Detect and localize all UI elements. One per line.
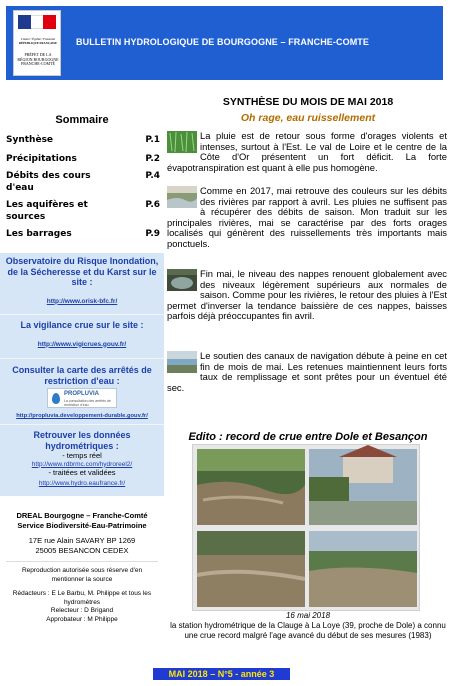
toc-item-page: P.9 [145, 229, 160, 239]
photo-date: 16 mai 2018 [285, 611, 331, 620]
paragraph-nappes [167, 269, 447, 322]
vigilance-block [0, 320, 164, 348]
photo-caption [168, 611, 448, 641]
dreal-address-line2: 25005 BESANCON CEDEX [35, 545, 129, 555]
vigilance-link[interactable]: http://www.vigicrues.gouv.fr/ [37, 340, 127, 348]
toc-item-label: Précipitations [6, 154, 77, 164]
toc-item-page: P.4 [145, 171, 160, 181]
paragraph-precipitations [167, 131, 447, 173]
logo-prefet-text: PRÉFET DE LA RÉGION BOURGOGNE FRANCHE-COMTÉ [17, 52, 59, 66]
propluvia-link[interactable]: http://propluvia.developpement-durable.gouv.fr/ [16, 413, 148, 419]
donnees-title: Retrouver les données hydrométriques : [33, 430, 131, 451]
canal-thumbnail [167, 351, 197, 373]
donnees-item-validated: - traitées et validées [48, 467, 116, 477]
synthese-title: SYNTHÈSE DU MOIS DE MAI 2018 [222, 96, 394, 108]
toc-item-page: P.1 [145, 135, 160, 145]
toc-item[interactable] [6, 153, 160, 165]
toc-item-label: Les barrages [6, 229, 72, 239]
vigilance-title: La vigilance crue sur le site : [20, 320, 144, 330]
photo-bottom-left [197, 531, 305, 607]
toc-item[interactable] [6, 170, 160, 194]
rdbrmc-link[interactable]: http://www.rdbrmc.com/hydroreel2/ [31, 460, 133, 468]
divider [0, 424, 164, 425]
toc-item-page: P.2 [145, 154, 160, 164]
propluvia-logo[interactable] [0, 388, 164, 413]
logo-republique: RÉPUBLIQUE FRANÇAISE [18, 41, 58, 45]
flood-photo-collage [192, 444, 420, 611]
flood-photos [193, 445, 421, 612]
donnees-item-realtime: - temps réel [62, 451, 102, 460]
paragraph-text: Comme en 2017, mai retrouve des couleurs sur les débits des rivières par rapport à avril. Les pluies ne suffisent pas à récupérer des débits de saison. Mon traduit sur les principales rivières, mai se caractérise par des forts orages localisés qui génèrent des ruissellements très importants mais ponctuels. [167, 185, 447, 249]
marianne-emblem [18, 15, 56, 35]
table-of-contents [6, 134, 160, 240]
spring-thumbnail [167, 269, 197, 291]
dreal-name: DREAL Bourgogne – Franche-Comté [16, 511, 148, 520]
observatoire-title: Observatoire du Risque Inondation, de la Sécheresse et du Karst sur le site : [5, 256, 159, 287]
sommaire-title: Sommaire [55, 114, 109, 126]
rain-grass-thumbnail [167, 131, 197, 153]
hydro-eaufrance-link[interactable]: http://www.hydro.eaufrance.fr/ [38, 480, 126, 487]
photo-top-left [197, 449, 305, 525]
paragraph-debits [167, 186, 447, 250]
marianne-profile-icon [18, 15, 56, 29]
toc-item[interactable] [6, 228, 160, 240]
arretes-block [0, 365, 164, 419]
bulletin-title: BULLETIN HYDROLOGIQUE DE BOURGOGNE – FRANCHE-COMTE [76, 37, 370, 47]
prefet-logo [13, 10, 61, 76]
divider [0, 314, 164, 315]
logo-motto: Liberté • Égalité • Fraternité [21, 37, 55, 41]
observatoire-link[interactable]: http://www.orisk-bfc.fr/ [46, 297, 118, 305]
river-thumbnail [167, 186, 197, 208]
propluvia-logo-subtitle: La consultation des arrêtés de restriction d'eau [64, 399, 111, 407]
toc-item-label: Débits des cours d'eau [6, 171, 91, 193]
toc-item[interactable] [6, 199, 160, 223]
divider [6, 561, 158, 562]
toc-item-page: P.6 [145, 200, 160, 210]
edito-title: Edito : record de crue entre Dole et Besançon [188, 431, 428, 443]
dreal-address-line1: 17E rue Alain SAVARY BP 1269 [28, 536, 136, 545]
caption-text: la station hydrométrique de la Clauge à La Loye (39, proche de Dole) a connu une crue record malgré l'age avancé du début de ses mesures (1983) [170, 621, 446, 640]
toc-item-label: Synthèse [6, 135, 54, 145]
dreal-contact [0, 500, 164, 624]
photo-top-right [309, 445, 417, 525]
reproduction-notice: Reproduction autorisée sous réserve d'en mentionner la source [21, 567, 143, 583]
dreal-service: Service Biodiversité-Eau-Patrimoine [17, 520, 147, 530]
donnees-block [0, 430, 164, 487]
redacteurs: Rédacteurs : E Le Barbu, M. Philippe et tous les hydromètres [12, 590, 152, 606]
relecteur: Relecteur : D Brigand [50, 607, 114, 614]
approbateur: Approbateur : M Philippe [46, 615, 118, 623]
divider [0, 358, 164, 359]
header-banner [6, 6, 443, 80]
issue-footer: MAI 2018 – N°5 - année 3 [153, 668, 290, 680]
paragraph-text: Fin mai, le niveau des nappes renouent globalement avec des niveaux légèrement supérieurs aux normales de saison. Comme pour les rivières, le retour des pluies à l'Est permet d'inverser la tendance baissière de ces nappes, baisses parfois déjà préoccupantes fin avril. [167, 268, 447, 322]
arretes-title: Consulter la carte des arrêtés de restriction d'eau : [12, 365, 152, 386]
propluvia-logo-title: PROPLUVIA [64, 391, 100, 397]
observatoire-block [0, 256, 164, 305]
water-drop-icon [52, 393, 60, 404]
toc-item-label: Les aquifères et sources [6, 200, 88, 222]
paragraph-text: Le soutien des canaux de navigation débute à peine en cet fin de mois de mai. Les retenues maintiennent leurs forts taux de remplissage et sont prêtes pour un éventuel été sec. [167, 350, 447, 393]
synthese-subtitle: Oh rage, eau ruissellement [240, 112, 376, 124]
toc-item[interactable] [6, 134, 160, 146]
photo-bottom-right [309, 531, 417, 607]
paragraph-barrages [167, 351, 447, 393]
paragraph-text: La pluie est de retour sous forme d'orages violents et intenses, surtout à l'Est. Le val de Loire et le centre de la Côte d'Or présentent un fort déficit. La forte évapotranspiration est quant à elle pus homogène. [167, 130, 447, 173]
